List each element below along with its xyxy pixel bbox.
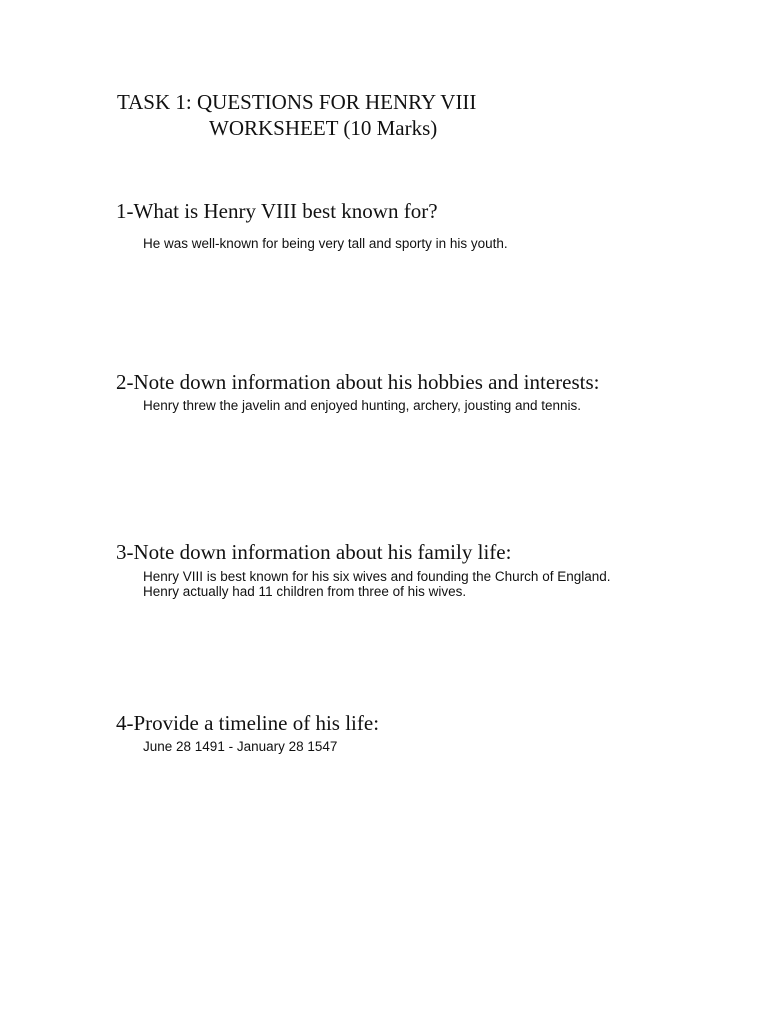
question-2: 2-Note down information about his hobbies and interests: [116,370,600,394]
answer-3 [143,569,611,599]
question-4: 4-Provide a timeline of his life: [116,711,380,735]
answer-2-line-1: Henry threw the javelin and enjoyed hunting, archery, jousting and tennis. [143,398,582,413]
question-3: 3-Note down information about his family life: [116,540,512,564]
answer-1-line-1: He was well-known for being very tall and sporty in his youth. [143,236,508,251]
question-1: 1-What is Henry VIII best known for? [116,199,438,223]
worksheet-title-line-2: WORKSHEET (10 Marks) [209,116,438,140]
answer-3-line-1: Henry VIII is best known for his six wives and founding the Church of England. [143,569,611,584]
worksheet-title-line-1: TASK 1: QUESTIONS FOR HENRY VIII [117,90,477,114]
answer-2 [143,398,581,413]
answer-4 [143,739,337,754]
answer-4-line-1: June 28 1491 - January 28 1547 [143,739,338,754]
answer-3-line-2: Henry actually had 11 children from three of his wives. [143,584,467,599]
answer-1 [143,236,508,251]
